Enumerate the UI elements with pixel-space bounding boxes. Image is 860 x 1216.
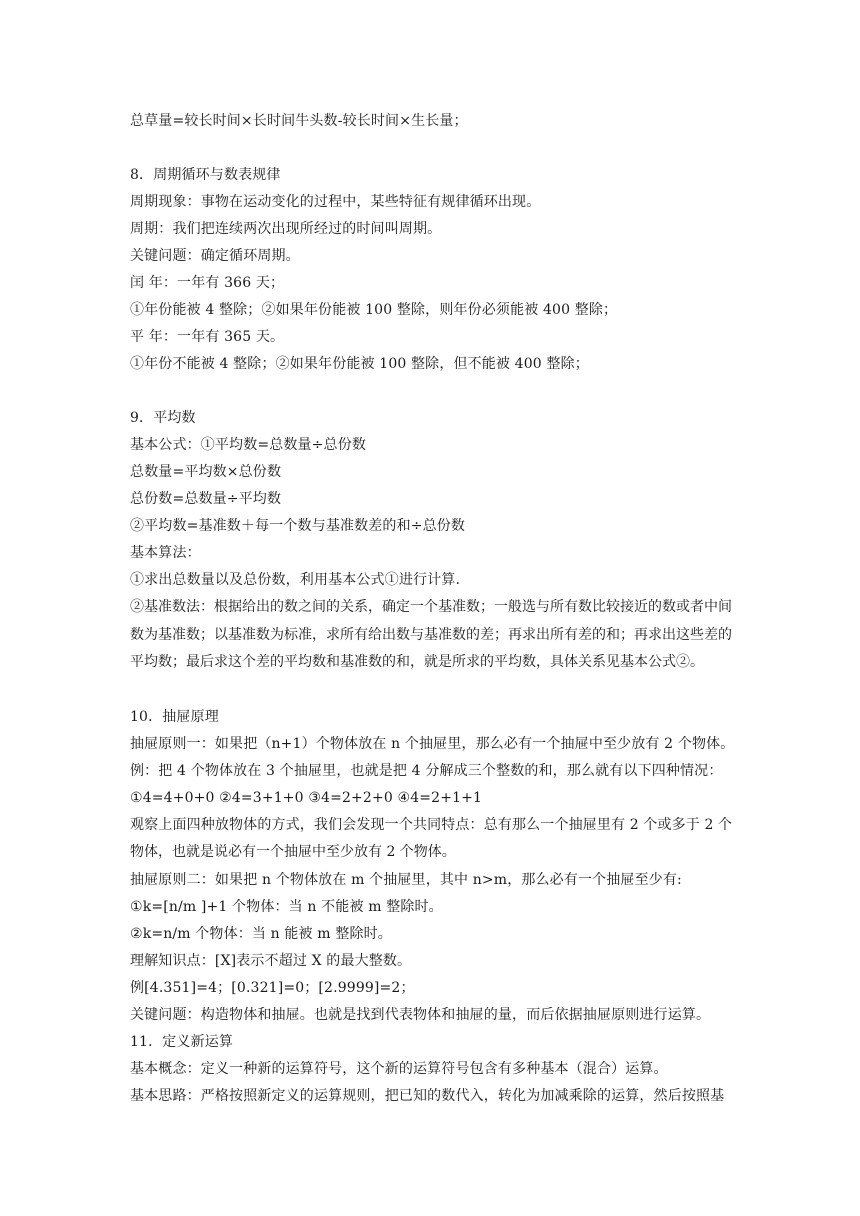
text-line: ①求出总数量以及总份数，利用基本公式①进行计算. — [130, 572, 461, 588]
document-page — [130, 108, 735, 1110]
text-line: 基本思路：严格按照新定义的运算规则，把已知的数代入，转化为加减乘除的运算，然后按照基 — [130, 1087, 725, 1104]
text-paragraph: ②基准数法：根据给出的数之间的关系，确定一个基准数；一般选与所有数比较接近的数或者中间数为基准数；以基准数为标准，求所有给出数与基准数的差；再求出所有差的和；再求出这些差的平均数；最后求这个差的平均数和基准数的和，就是所求的平均数，具体关系见基本公式②。 — [130, 599, 732, 670]
text-line: 基本算法： — [130, 545, 201, 561]
text-line: 基本概念：定义一种新的运算符号，这个新的运算符号包含有多种基本（混合）运算。 — [130, 1060, 668, 1077]
blank-line — [130, 378, 732, 405]
text-line: 总份数=总数量÷平均数 — [130, 491, 282, 507]
text-line: 周期现象：事物在运动变化的过程中，某些特征有规律循环出现。 — [130, 194, 541, 210]
section-heading-8: 8．周期循环与数表规律 — [130, 167, 281, 183]
text-line: 抽屉原则二：如果把 n 个物体放在 m 个抽屉里，其中 n>m，那么必有一个抽屉至少有: — [130, 871, 682, 888]
text-line: ①k=[n/m ]+1 个物体：当 n 不能被 m 整除时。 — [130, 898, 443, 915]
section-heading-11: 11．定义新运算 — [130, 1033, 234, 1050]
text-line: 周期：我们把连续两次出现所经过的时间叫周期。 — [130, 221, 442, 237]
section-heading-9: 9．平均数 — [130, 410, 196, 426]
text-line: 例：把 4 个物体放在 3 个抽屉里，也就是把 4 分解成三个整数的和，那么就有以下四种情况： — [130, 762, 723, 779]
text-line: 抽屉原则一：如果把（n+1）个物体放在 n 个抽屉里，那么必有一个抽屉中至少放有 2 个物体。 — [130, 735, 735, 752]
text-line: ①年份能被 4 整除；②如果年份能被 100 整除，则年份必须能被 400 整除； — [130, 302, 618, 318]
text-line: 基本公式：①平均数=总数量÷总份数 — [130, 437, 367, 453]
text-line: 关键问题：确定循环周期。 — [130, 248, 300, 264]
blank-line — [130, 677, 732, 704]
text-line: 闰 年：一年有 366 天； — [130, 275, 285, 291]
section-heading-10: 10．抽屉原理 — [130, 708, 219, 725]
text-line: ①4=4+0+0 ②4=3+1+0 ③4=2+2+0 ④4=2+1+1 — [130, 789, 483, 806]
text-line: 例[4.351]=4；[0.321]=0；[2.9999]=2； — [130, 979, 415, 996]
text-line: 平 年：一年有 365 天。 — [130, 329, 285, 345]
text-line: ①年份不能被 4 整除；②如果年份能被 100 整除，但不能被 400 整除； — [130, 356, 589, 372]
text-line: 总草量=较长时间×长时间牛头数-较长时间×生长量； — [130, 113, 468, 129]
text-paragraph: 观察上面四种放物体的方式，我们会发现一个共同特点：总有那么一个抽屉里有 2 个或多于 2 个物体，也就是说必有一个抽屉中至少放有 2 个物体。 — [130, 816, 732, 860]
text-line: 总数量=平均数×总份数 — [130, 464, 282, 480]
text-line: 关键问题：构造物体和抽屉。也就是找到代表物体和抽屉的量，而后依据抽屉原则进行运算。 — [130, 1006, 711, 1023]
text-line: 理解知识点：[X]表示不超过 X 的最大整数。 — [130, 952, 412, 969]
text-line: ②k=n/m 个物体：当 n 能被 m 整除时。 — [130, 925, 392, 942]
text-line: ②平均数=基准数＋每一个数与基准数差的和÷总份数 — [130, 518, 466, 534]
blank-line — [130, 135, 732, 162]
